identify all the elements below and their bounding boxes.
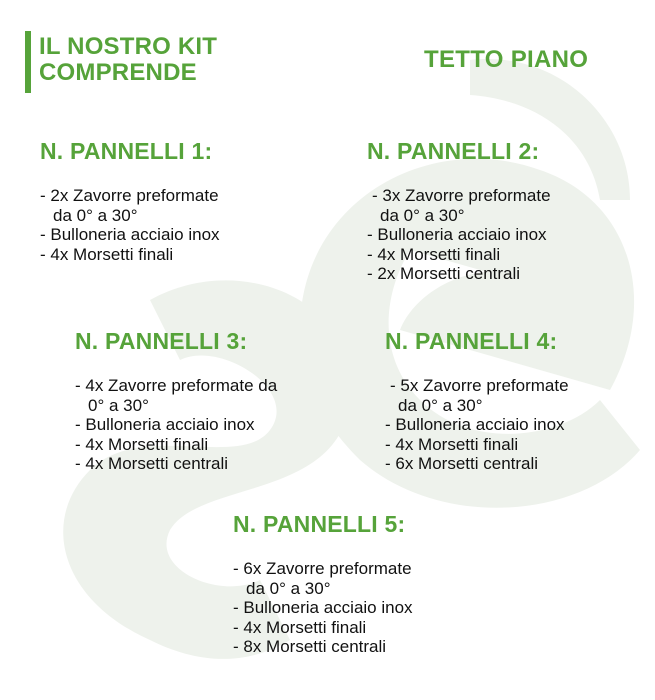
kit-title-line2: COMPRENDE xyxy=(39,59,197,86)
block-4-list xyxy=(385,376,569,474)
list-item: - Bulloneria acciaio inox xyxy=(385,415,565,434)
list-item: - 4x Morsetti finali xyxy=(367,244,501,264)
list-item: da 0° a 30° xyxy=(398,395,483,415)
list-item: da 0° a 30° xyxy=(246,578,331,598)
list-item: - 2x Morsetti centrali xyxy=(367,264,521,283)
list-item: da 0° a 30° xyxy=(53,205,138,225)
list-item: - 4x Morsetti centrali xyxy=(75,454,229,473)
list-item: da 0° a 30° xyxy=(380,205,465,225)
list-item: - Bulloneria acciaio inox xyxy=(40,225,220,244)
list-item: 0° a 30° xyxy=(88,395,149,415)
list-item: - Bulloneria acciaio inox xyxy=(75,415,255,434)
list-item: - 3x Zavorre preformate xyxy=(372,186,551,205)
list-item: - 8x Morsetti centrali xyxy=(233,637,387,656)
list-item: - Bulloneria acciaio inox xyxy=(233,598,413,617)
list-item: - 4x Morsetti finali xyxy=(75,434,209,454)
list-item: - 4x Morsetti finali xyxy=(385,434,519,454)
block-1-list xyxy=(40,186,220,264)
list-item: - 4x Morsetti finali xyxy=(40,244,174,264)
block-2-title: N. PANNELLI 2: xyxy=(367,138,540,164)
list-item: - 4x Zavorre preformate da xyxy=(75,376,278,395)
title-accent-bar xyxy=(25,31,31,93)
block-5-title: N. PANNELLI 5: xyxy=(233,511,406,537)
roof-type-label: TETTO PIANO xyxy=(424,46,589,73)
block-4-title: N. PANNELLI 4: xyxy=(385,328,558,354)
block-1-title: N. PANNELLI 1: xyxy=(40,138,213,164)
block-5-list xyxy=(233,559,413,657)
block-2-list xyxy=(367,186,551,284)
list-item: - 5x Zavorre preformate xyxy=(390,376,569,395)
list-item: - 6x Zavorre preformate xyxy=(233,559,412,578)
kit-title-line1: IL NOSTRO KIT xyxy=(39,33,218,60)
list-item: - 2x Zavorre preformate xyxy=(40,186,219,205)
list-item: - 4x Morsetti finali xyxy=(233,617,367,637)
block-3-title: N. PANNELLI 3: xyxy=(75,328,248,354)
list-item: - Bulloneria acciaio inox xyxy=(367,225,547,244)
block-3-list xyxy=(75,376,277,474)
kit-title xyxy=(39,34,217,86)
list-item: - 6x Morsetti centrali xyxy=(385,454,539,473)
